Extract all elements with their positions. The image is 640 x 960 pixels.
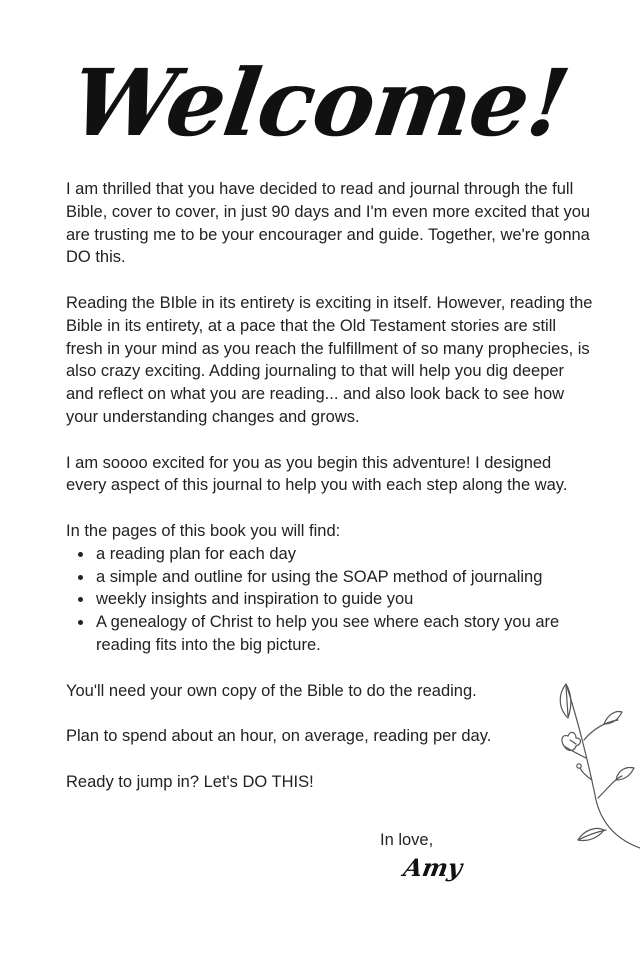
paragraph-bible-copy: You'll need your own copy of the Bible to do the reading. xyxy=(66,681,477,700)
list-item: • weekly insights and inspiration to guide you xyxy=(94,588,596,611)
page-title: Welcome! xyxy=(64,49,576,157)
signoff: In love, xyxy=(380,831,434,849)
letter-body xyxy=(66,178,596,816)
paragraph-ready: Ready to jump in? Let's DO THIS! xyxy=(66,772,314,791)
signature: Amy xyxy=(401,853,465,882)
paragraph-excited: I am soooo excited for you as you begin this adventure! I designed every aspect of this journal to help you with each step along the way. xyxy=(66,453,568,495)
paragraph-intro: I am thrilled that you have decided to read and journal through the full Bible, cover to cover, in just 90 days and I'm even more excited that you are trusting me to be your encourager and guide. Together, we're gonna DO this. xyxy=(66,180,591,267)
feature-list xyxy=(66,543,596,657)
list-item: • a reading plan for each day xyxy=(94,543,596,566)
paragraph-reading: Reading the BIble in its entirety is exciting in itself. However, reading the Bible in its entirety, at a pace that the Old Testament stories are still fresh in your mind as you reach the fulfillment of so many prophecies, is also crazy exciting. Adding journaling to that will help you dig deeper and reflect on what you are reading... and also look back to see how your understanding changes and grows. xyxy=(66,293,593,426)
list-item: • a simple and outline for using the SOAP method of journaling xyxy=(94,566,596,589)
botanical-branch-icon xyxy=(556,680,640,860)
paragraph-time: Plan to spend about an hour, on average, reading per day. xyxy=(66,727,492,746)
list-intro: In the pages of this book you will find: xyxy=(66,521,341,540)
list-item: • A genealogy of Christ to help you see where each story you are reading fits into the big picture. xyxy=(94,611,596,657)
